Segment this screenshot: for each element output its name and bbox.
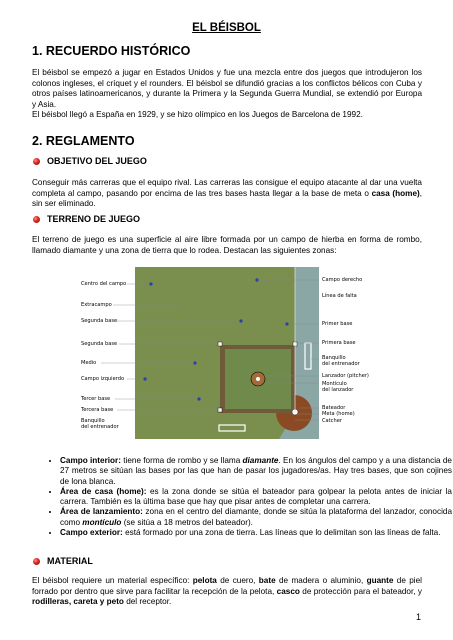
section-heading-historia: 1. RECUERDO HISTÓRICO (32, 44, 191, 58)
bullet-dot-icon (33, 158, 40, 165)
history-text: El béisbol se empezó a jugar en Estados Unidos y fue una mezcla entre dos juegos que introdujeron los colonos ingleses, el críquet y el rounders. El béisbol se difundió gracias a los conflictos bélicos con Cuba y otros países latinoamericanos, y durante la Primera y la Segunda Guerra Mundial, se extendió por Europa y Asia. (32, 68, 422, 109)
label-centro-campo: Centro del campo (81, 281, 127, 287)
label-banquillo-1: Banquillo (81, 418, 105, 424)
material-text: del receptor. (123, 597, 172, 607)
label-extracampo: Extracampo (81, 302, 112, 308)
label-linea-falta: Línea de falta (322, 293, 357, 299)
history-text-2: El béisbol llegó a España en 1929, y se hizo olímpico en los Juegos de Barcelona de 1992. (32, 110, 363, 120)
label-campo-derecho: Campo derecho (322, 277, 363, 283)
list-item (60, 528, 452, 538)
material-bold: pelota (192, 576, 217, 585)
zone-text: . En los ángulos del campo y a una distancia de 27 metros se sitúan las bases por las que han de pasar los jugadores/as. Hay tres bases, que son cojines de lona blanca. (60, 456, 452, 486)
subheading-material (33, 556, 93, 566)
label-segunda-base: Segunda base (81, 318, 118, 324)
material-heading: MATERIAL (47, 556, 93, 566)
subheading-objetivo (33, 156, 147, 166)
zone-text: tiene forma de rombo y se llama (120, 456, 243, 465)
label-primer-base: Primer base (322, 321, 353, 327)
zone-term: Campo exterior: (60, 528, 123, 538)
terreno-paragraph: El terreno de juego es una superficie al aire libre formada por un campo de hierba en forma de rombo, llamado diamante y una zona de tierra que lo rodea. Destacan las siguientes zonas: (32, 235, 422, 255)
label-tercera-base: Tercera base (81, 407, 114, 413)
objetivo-bold: casa (home) (371, 188, 420, 198)
zone-emphasis: montículo (82, 517, 122, 527)
baseball-field-diagram (79, 263, 379, 445)
label-bateador: Bateador (322, 405, 346, 411)
material-text: de protección para el bateador, y (299, 586, 423, 596)
material-bold: rodilleras, careta y peto (32, 597, 124, 607)
document-title: EL BÉISBOL (192, 22, 261, 34)
label-monticulo-1: Montículo (322, 381, 347, 387)
label-primera-base: Primera base (322, 340, 356, 346)
bullet-dot-icon (33, 558, 40, 565)
bullet-dot-icon (33, 216, 40, 223)
label-medio: Medio (81, 360, 97, 366)
zones-list (32, 456, 452, 538)
label-lanzador: Lanzador (pitcher) (322, 373, 369, 379)
label-meta: Meta (home) (322, 411, 355, 417)
zone-term: Área de casa (home): (60, 486, 147, 496)
zone-text: es la zona donde se sitúa el bateador para golpear la pelota antes de iniciar la carrera. También es la última base que hay que pisar antes de completar una carrera. (60, 486, 452, 507)
material-bold: bate (258, 576, 276, 585)
objetivo-text-end: , sin ser eliminado. (32, 188, 423, 209)
zone-term: Campo interior: (60, 456, 121, 465)
objetivo-text: Conseguir más carreras que el equipo rival. Las carreras las consigue el equipo atacante al dar una vuelta completa al campo, pasando por encima de las tres bases hasta llegar a la base de meta o (32, 178, 422, 198)
zone-term: Área de lanzamiento: (60, 507, 143, 517)
material-text: de madera o aluminio, (275, 576, 367, 585)
zone-text: (se sitúa a 18 metros del bateador). (121, 517, 253, 527)
material-text: de cuero, (216, 576, 259, 585)
material-text: El béisbol requiere un material específico: (32, 576, 193, 585)
material-paragraph (32, 576, 422, 608)
zone-text: está formado por una zona de tierra. Las líneas que lo delimitan son las líneas de falta. (122, 528, 441, 538)
zone-text: zona en el centro del diamante, donde se sitúa la plataforma del lanzador, conocida como (60, 507, 452, 527)
label-campo-izquierdo: Campo izquierdo (81, 376, 125, 382)
history-paragraph (32, 68, 422, 121)
list-item (60, 487, 452, 508)
zone-emphasis: diamante (242, 456, 279, 465)
label-catcher: Catcher (322, 418, 342, 424)
label-banquillo-r-1: Banquillo (322, 355, 346, 361)
label-segunda-base-bag: Segunda base (81, 341, 118, 347)
list-item (60, 456, 452, 487)
terreno-heading: TERRENO DE JUEGO (47, 214, 141, 224)
label-banquillo-2: del entrenador (81, 424, 119, 430)
material-text: de piel forrado por dentro que sirve para facilitar la recepción de la pelota, (32, 576, 422, 596)
material-bold: casco (276, 586, 300, 596)
objetivo-heading: OBJETIVO DEL JUEGO (47, 156, 147, 166)
label-tercer-base: Tercer base (81, 396, 111, 402)
list-item (60, 507, 452, 528)
material-bold: guante (366, 576, 394, 585)
page-number: 1 (415, 612, 421, 622)
section-heading-reglamento: 2. REGLAMENTO (32, 134, 135, 148)
label-banquillo-r-2: del entrenador (322, 361, 360, 367)
label-monticulo-2: del lanzador (322, 387, 354, 393)
objetivo-paragraph (32, 178, 422, 210)
subheading-terreno (33, 214, 140, 224)
